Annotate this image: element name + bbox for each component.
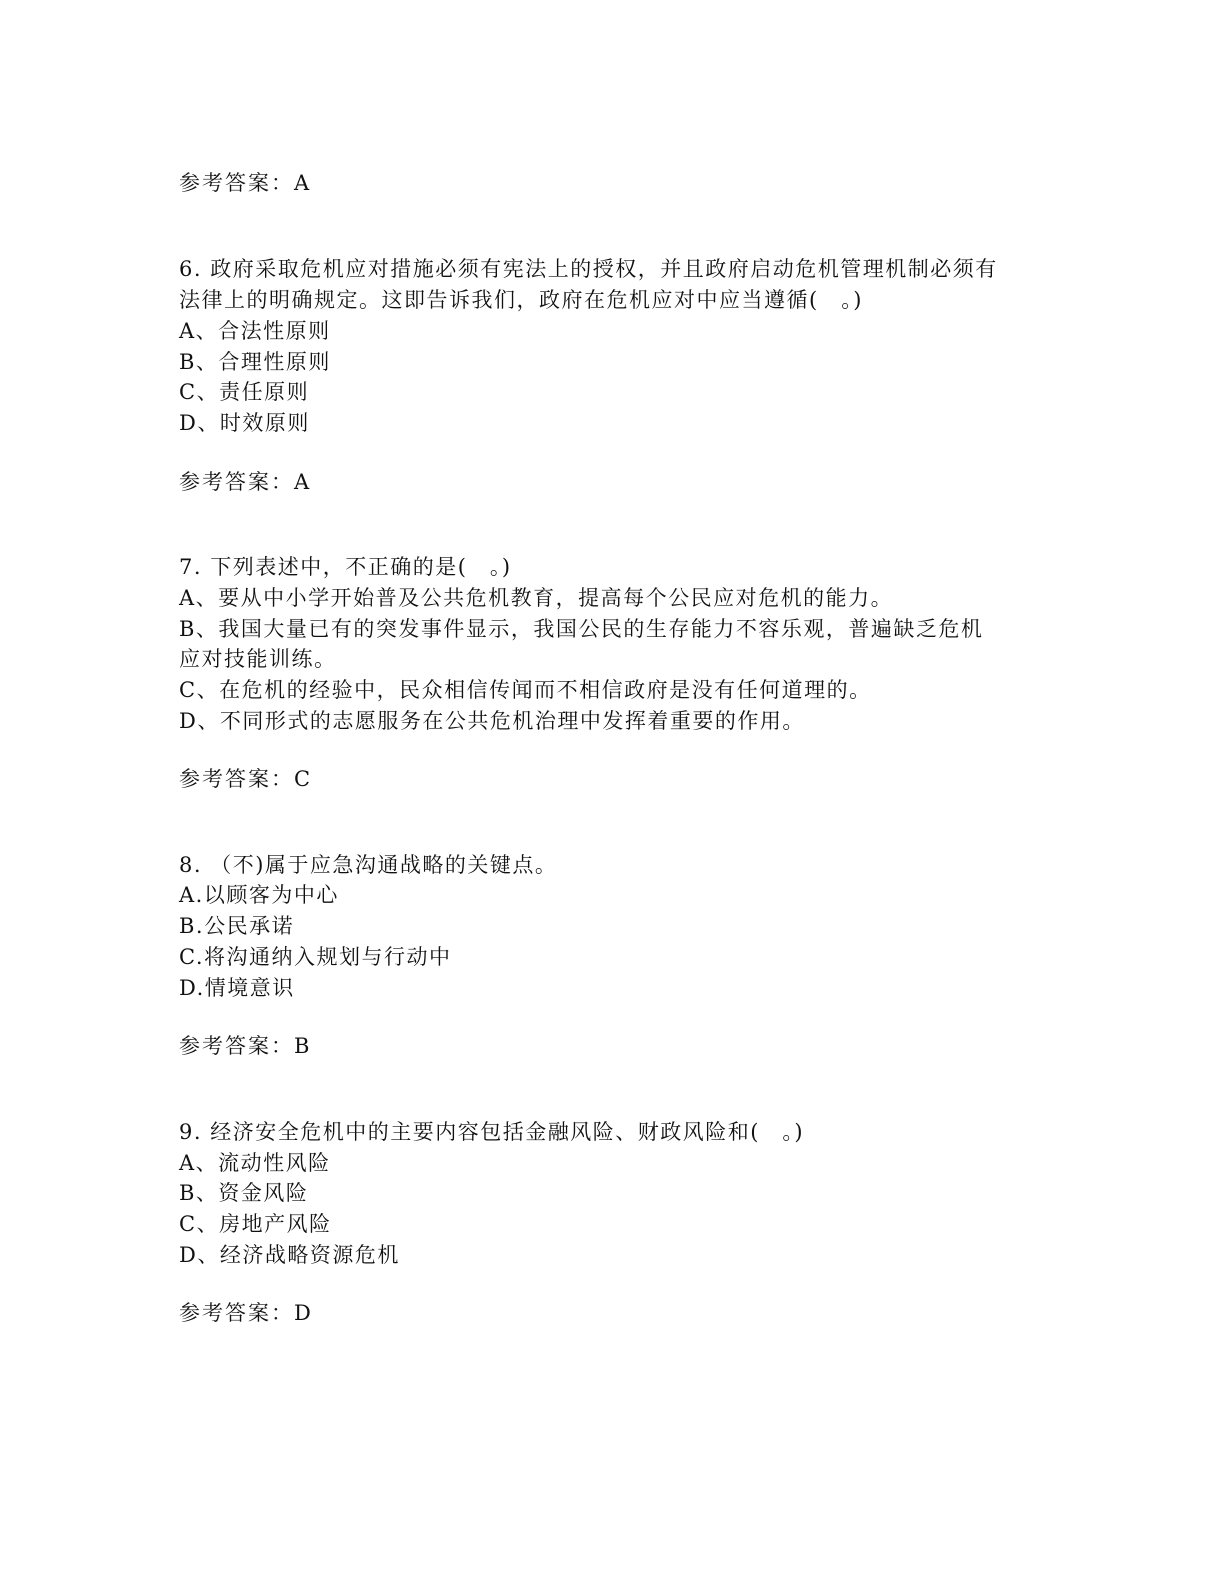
question-7-option-d: D、不同形式的志愿服务在公共危机治理中发挥着重要的作用。 (179, 709, 805, 733)
question-9-option-d: D、经济战略资源危机 (179, 1243, 400, 1267)
question-7-option-c: C、在危机的经验中，民众相信传闻而不相信政府是没有任何道理的。 (179, 678, 872, 702)
question-9-stem: 9. 经济安全危机中的主要内容包括金融风险、财政风险和( 。) (179, 1120, 805, 1144)
question-9-option-c: C、房地产风险 (179, 1212, 332, 1236)
question-7-stem: 7. 下列表述中，不正确的是( 。) (179, 555, 512, 579)
answer-label: 参考答案： (179, 1301, 294, 1325)
question-6-option-b: B、合理性原则 (179, 350, 331, 374)
question-6-stem-line-1: 6. 政府采取危机应对措施必须有宪法上的授权，并且政府启动危机管理机制必须有 (179, 257, 998, 281)
question-9-option-b: B、资金风险 (179, 1181, 309, 1205)
answer-value: B (294, 1034, 312, 1058)
answer-value: D (294, 1301, 313, 1325)
answer-label: 参考答案： (179, 767, 294, 791)
answer-label: 参考答案： (179, 171, 294, 195)
question-8-option-d: D.情境意识 (179, 976, 295, 1000)
question-6-option-a: A、合法性原则 (179, 319, 331, 343)
question-7-option-a: A、要从中小学开始普及公共危机教育，提高每个公民应对危机的能力。 (179, 586, 894, 610)
question-6-stem-line-2: 法律上的明确规定。这即告诉我们，政府在危机应对中应当遵循( 。) (179, 288, 863, 312)
answer-line-8 (179, 1031, 311, 1061)
answer-line-6 (179, 467, 311, 497)
question-8-option-c: C.将沟通纳入规划与行动中 (179, 945, 452, 969)
question-9-option-a: A、流动性风险 (179, 1151, 331, 1175)
question-6-option-c: C、责任原则 (179, 380, 310, 404)
answer-value: C (294, 767, 313, 791)
question-7-option-b-line-1: B、我国大量已有的突发事件显示，我国公民的生存能力不容乐观，普遍缺乏危机 (179, 617, 984, 641)
question-8-option-a: A.以顾客为中心 (179, 883, 339, 907)
answer-line-5 (179, 168, 311, 198)
answer-label: 参考答案： (179, 470, 294, 494)
answer-value: A (294, 470, 312, 494)
answer-value: A (294, 171, 312, 195)
question-7-option-b-line-2: 应对技能训练。 (179, 647, 337, 671)
answer-label: 参考答案： (179, 1034, 294, 1058)
question-8-option-b: B.公民承诺 (179, 914, 295, 938)
question-8-stem: 8. （不)属于应急沟通战略的关键点。 (179, 853, 558, 877)
answer-line-7 (179, 764, 312, 794)
answer-line-9 (179, 1298, 313, 1328)
question-6-option-d: D、时效原则 (179, 411, 310, 435)
